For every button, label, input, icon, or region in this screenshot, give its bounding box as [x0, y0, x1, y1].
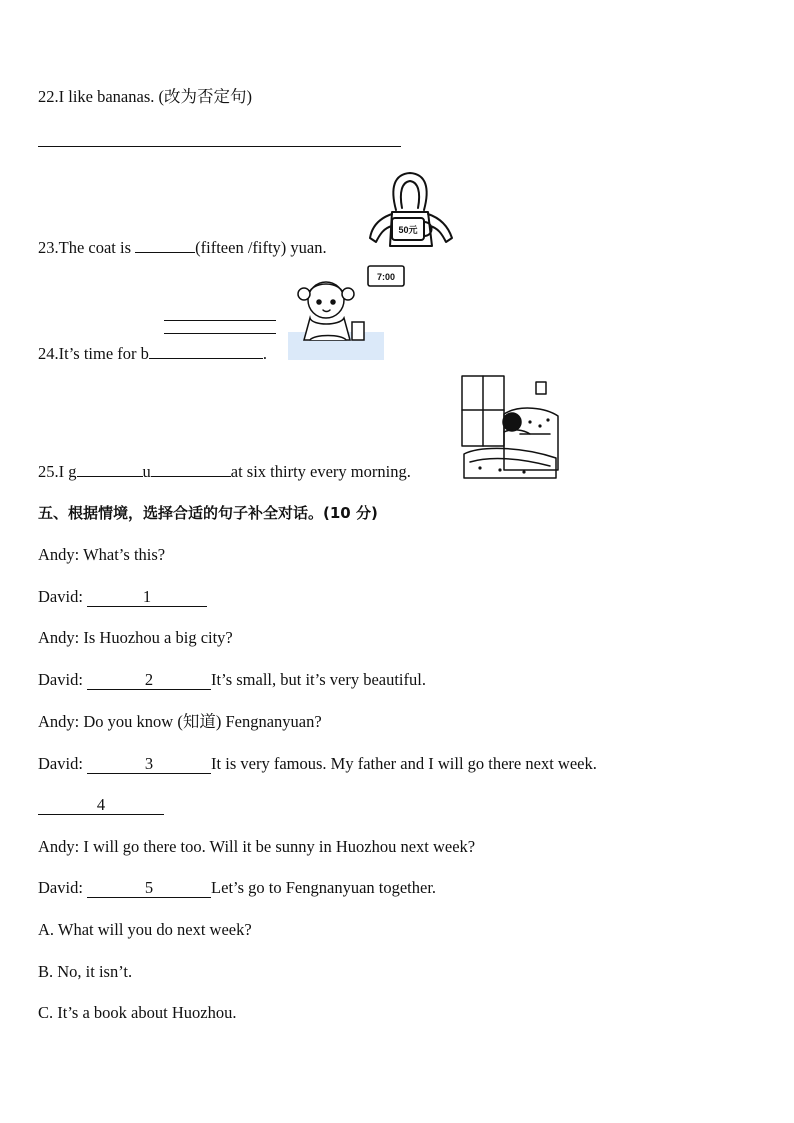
speaker: David: — [38, 878, 83, 897]
dialogue-line-7 — [38, 795, 164, 815]
question-text: It’s time for b — [58, 344, 149, 363]
answer-blank-25b[interactable] — [151, 476, 231, 477]
question-24 — [38, 344, 267, 364]
option-text: No, it isn’t. — [57, 962, 133, 981]
dialogue-blank-1[interactable]: 1 — [87, 588, 207, 607]
answer-line-22[interactable] — [38, 146, 401, 147]
answer-line-24a[interactable] — [164, 320, 276, 321]
dialogue-line-3 — [38, 628, 233, 648]
dialogue-blank-2[interactable]: 2 — [87, 671, 211, 690]
option-b — [38, 962, 132, 982]
speaker: David: — [38, 754, 83, 773]
dialogue-blank-5[interactable]: 5 — [87, 879, 211, 898]
price-tag-text: 50元 — [398, 225, 418, 235]
question-number: 25. — [38, 462, 59, 481]
question-text: . — [262, 344, 268, 363]
question-text: The coat is — [58, 238, 136, 257]
clock-icon — [368, 266, 404, 286]
answer-blank-25a[interactable] — [77, 476, 143, 477]
answer-blank-23[interactable] — [135, 252, 195, 253]
breakfast-illustration — [288, 264, 408, 360]
question-22 — [38, 87, 252, 107]
dialogue-blank-4[interactable]: 4 — [38, 796, 164, 815]
option-letter: B. — [38, 962, 54, 981]
dialogue-line-6 — [38, 754, 597, 774]
dialogue-line-9 — [38, 878, 436, 898]
dialogue-line-1 — [38, 545, 165, 565]
dialogue-text: It’s small, but it’s very beautiful. — [211, 670, 426, 689]
clock-time: 7:00 — [376, 272, 396, 282]
option-letter: A. — [38, 920, 55, 939]
option-a — [38, 920, 252, 940]
option-text: What will you do next week? — [57, 920, 252, 939]
section-heading: 五、根据情境，选择合适的句子补全对话。(10 分) — [38, 504, 378, 522]
question-number: 22. — [38, 87, 59, 106]
question-text: (fifteen /fifty) yuan. — [195, 238, 327, 257]
option-c — [38, 1003, 236, 1023]
question-number: 24. — [38, 344, 59, 363]
question-text: u — [142, 462, 151, 481]
speaker: Andy: — [38, 628, 80, 647]
dialogue-text: Do you know (知道) Fengnanyuan? — [83, 712, 322, 731]
dialogue-text: I will go there too. Will it be sunny in Huozhou next week? — [83, 837, 476, 856]
question-text: at six thirty every morning. — [230, 462, 411, 481]
speaker: Andy: — [38, 545, 80, 564]
speaker: Andy: — [38, 837, 80, 856]
dialogue-text: Let’s go to Fengnanyuan together. — [211, 878, 437, 897]
bedroom-illustration — [460, 374, 560, 480]
question-number: 23. — [38, 238, 59, 257]
speaker: David: — [38, 670, 83, 689]
dialogue-text: What’s this? — [83, 545, 166, 564]
option-letter: C. — [38, 1003, 54, 1022]
question-text: I like bananas. (改为否定句) — [58, 87, 252, 106]
answer-line-24b[interactable] — [164, 333, 276, 334]
dialogue-blank-3[interactable]: 3 — [87, 755, 211, 774]
option-text: It’s a book about Huozhou. — [57, 1003, 237, 1022]
dialogue-line-2 — [38, 587, 207, 607]
coat-illustration — [362, 168, 458, 252]
speaker: Andy: — [38, 712, 80, 731]
dialogue-line-4 — [38, 670, 426, 690]
question-text: I g — [58, 462, 77, 481]
dialogue-text: It is very famous. My father and I will go there next week. — [211, 754, 597, 773]
dialogue-text: Is Huozhou a big city? — [83, 628, 233, 647]
question-23 — [38, 238, 327, 258]
dialogue-line-8 — [38, 837, 475, 857]
answer-blank-24[interactable] — [149, 358, 263, 359]
speaker: David: — [38, 587, 83, 606]
question-25 — [38, 462, 411, 482]
dialogue-line-5 — [38, 712, 322, 732]
